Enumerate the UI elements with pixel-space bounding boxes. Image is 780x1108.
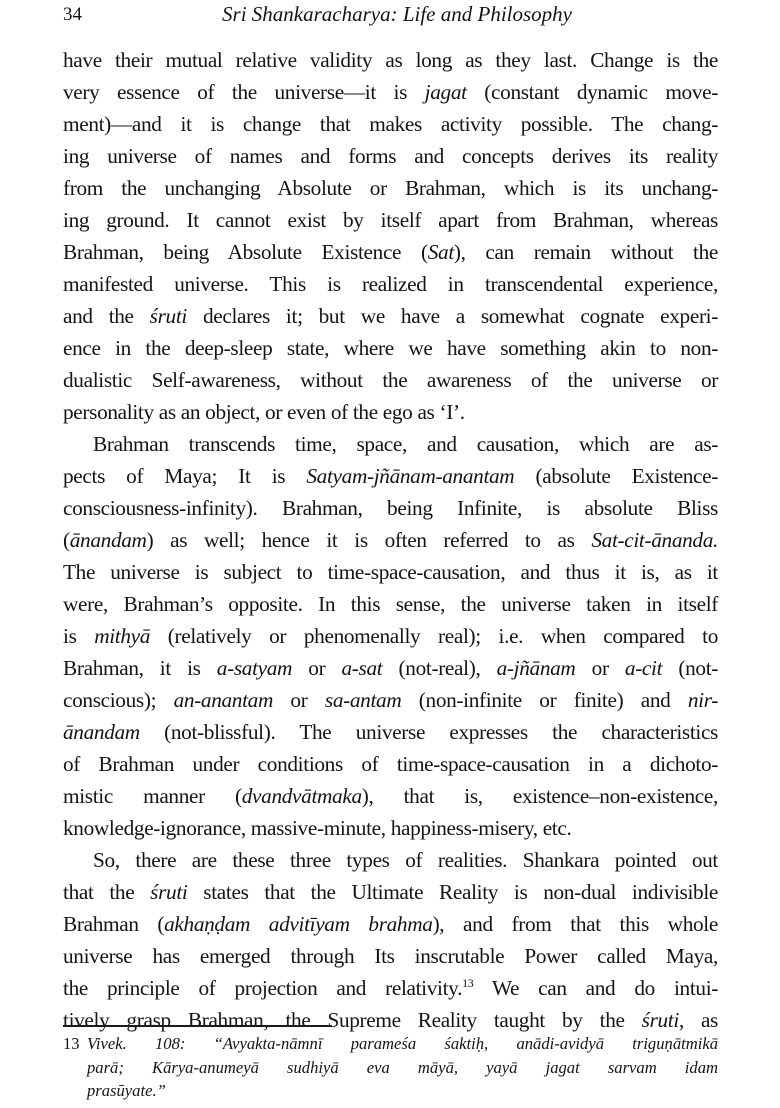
text-line bbox=[63, 268, 718, 300]
text-run: is bbox=[63, 624, 95, 648]
text-line bbox=[63, 524, 718, 556]
text-line bbox=[63, 556, 718, 588]
footnote-line: parā; Kārya-anumeyā sudhiyā eva māyā, yayā jagat sarvam idam bbox=[87, 1057, 718, 1077]
italic-term: mithyā bbox=[94, 624, 151, 648]
text-run: ing ground. It cannot exist by itself apart from Brahman, whereas bbox=[63, 208, 718, 232]
text-run: The universe is subject to time-space-causation, and thus it is, as it bbox=[63, 560, 718, 584]
text-line bbox=[63, 620, 718, 652]
italic-term: śruti bbox=[150, 880, 188, 904]
text-line bbox=[63, 236, 718, 268]
text-line bbox=[63, 652, 718, 684]
text-run: ), and from that this whole bbox=[432, 912, 718, 936]
italic-term: jagat bbox=[424, 80, 467, 104]
text-run: that the bbox=[63, 880, 151, 904]
italic-term: ānandam bbox=[63, 720, 140, 744]
text-run: ing universe of names and forms and concepts derives its reality bbox=[63, 144, 718, 168]
text-run: tively grasp Brahman, the Supreme Reality taught by the bbox=[63, 1008, 642, 1032]
footnote-text: Vivek. 108: “Avyakta-nāmnī parameśa śaktiḥ, anādi-avidyā triguṇātmikā bbox=[87, 1034, 718, 1053]
text-run: ence in the deep-sleep state, where we have something akin to non- bbox=[63, 336, 718, 360]
paragraph-start-line bbox=[63, 428, 718, 460]
text-run: (non-infinite or finite) and bbox=[401, 688, 688, 712]
italic-term: śruti bbox=[641, 1008, 679, 1032]
text-run: conscious); bbox=[63, 688, 174, 712]
italic-term: ānandam bbox=[69, 528, 147, 552]
text-run: knowledge-ignorance, massive-minute, happiness-misery, etc. bbox=[63, 816, 572, 840]
text-line bbox=[63, 908, 718, 940]
text-run: consciousness-infinity). Brahman, being Infinite, is absolute Bliss bbox=[63, 496, 718, 520]
italic-term: a-satyam bbox=[216, 656, 293, 680]
text-line bbox=[63, 364, 718, 396]
text-run: the principle of projection and relativity. bbox=[63, 976, 463, 1000]
text-run: ( bbox=[63, 528, 70, 552]
text-line bbox=[63, 812, 718, 844]
page-header bbox=[0, 0, 780, 36]
italic-term: an-anantam bbox=[173, 688, 274, 712]
text-run: (not- bbox=[662, 656, 719, 680]
italic-term: sa-antam bbox=[324, 688, 402, 712]
text-line bbox=[63, 780, 718, 812]
text-run: (constant dynamic move- bbox=[466, 80, 718, 104]
text-line bbox=[63, 492, 718, 524]
italic-term: a-sat bbox=[341, 656, 383, 680]
text-run: declares it; but we have a somewhat cognate experi- bbox=[186, 304, 718, 328]
text-run: , as bbox=[678, 1008, 718, 1032]
italic-term: nir- bbox=[687, 688, 718, 712]
text-run: ) as well; hence it is often referred to as bbox=[146, 528, 592, 552]
footnote-line bbox=[63, 1032, 718, 1056]
text-run: ), can remain without the bbox=[453, 240, 718, 264]
text-run: Brahman, being Absolute Existence ( bbox=[63, 240, 428, 264]
page-number: 34 bbox=[63, 4, 82, 25]
text-run: have their mutual relative validity as long as they last. Change is the bbox=[63, 48, 718, 72]
text-run: pects of Maya; It is bbox=[63, 464, 307, 488]
text-line bbox=[63, 748, 718, 780]
running-title: Sri Shankaracharya: Life and Philosophy bbox=[222, 2, 572, 26]
italic-term: Sat bbox=[427, 240, 454, 264]
text-run: (relatively or phenomenally real); i.e. when compared to bbox=[150, 624, 718, 648]
text-run: or bbox=[273, 688, 325, 712]
text-line bbox=[63, 172, 718, 204]
text-line bbox=[63, 588, 718, 620]
text-run: (absolute Existence- bbox=[514, 464, 718, 488]
body-text bbox=[63, 44, 718, 1036]
paragraph-start-line bbox=[63, 844, 718, 876]
text-run: were, Brahman’s opposite. In this sense, the universe taken in itself bbox=[63, 592, 718, 616]
text-run: of Brahman under conditions of time-space-causation in a dichoto- bbox=[63, 752, 718, 776]
text-run: We can and do intui- bbox=[473, 976, 718, 1000]
text-run: dualistic Self-awareness, without the awareness of the universe or bbox=[63, 368, 718, 392]
text-run: (not-blissful). The universe expresses the characteristics bbox=[139, 720, 718, 744]
text-run: ), that is, existence–non-existence, bbox=[361, 784, 718, 808]
text-line bbox=[63, 940, 718, 972]
italic-term: śruti bbox=[149, 304, 187, 328]
text-line bbox=[63, 76, 718, 108]
italic-term: Sat-cit-ānanda. bbox=[591, 528, 718, 552]
text-run: manifested universe. This is realized in transcendental experience, bbox=[63, 272, 718, 296]
text-run: (not-real), bbox=[382, 656, 497, 680]
text-run: personality as an object, or even of the ego as ‘I’. bbox=[63, 400, 465, 424]
text-run: very essence of the universe—it is bbox=[63, 80, 425, 104]
text-run: Brahman ( bbox=[63, 912, 165, 936]
footnote-reference[interactable]: 13 bbox=[462, 976, 474, 990]
italic-term: dvandvātmaka bbox=[241, 784, 362, 808]
text-run: or bbox=[292, 656, 342, 680]
text-line bbox=[63, 972, 718, 1004]
text-run: and the bbox=[63, 304, 150, 328]
text-line bbox=[63, 140, 718, 172]
italic-term: Satyam-jñānam-anantam bbox=[306, 464, 515, 488]
text-line bbox=[63, 396, 718, 428]
text-run: So, there are these three types of realities. Shankara pointed out bbox=[93, 848, 718, 872]
footnote bbox=[63, 1032, 718, 1103]
text-run: Brahman transcends time, space, and causation, which are as- bbox=[93, 432, 718, 456]
text-line bbox=[63, 108, 718, 140]
text-line bbox=[63, 684, 718, 716]
text-run: from the unchanging Absolute or Brahman, which is its unchang- bbox=[63, 176, 718, 200]
footnote-number: 13 bbox=[63, 1034, 80, 1053]
footnote-separator bbox=[63, 1025, 332, 1027]
text-run: states that the Ultimate Reality is non-dual indivisible bbox=[187, 880, 718, 904]
text-line bbox=[63, 716, 718, 748]
text-line bbox=[63, 204, 718, 236]
text-run: or bbox=[575, 656, 625, 680]
footnote-line: prasūyate.” bbox=[87, 1081, 166, 1100]
text-line bbox=[63, 332, 718, 364]
text-line bbox=[63, 44, 718, 76]
italic-term: a-cit bbox=[624, 656, 663, 680]
text-line bbox=[63, 300, 718, 332]
italic-term: akhaṇḍam advitīyam brahma bbox=[164, 912, 433, 936]
text-run: mistic manner ( bbox=[63, 784, 242, 808]
text-line bbox=[63, 876, 718, 908]
text-run: Brahman, it is bbox=[63, 656, 217, 680]
italic-term: a-jñānam bbox=[496, 656, 576, 680]
text-run: universe has emerged through Its inscrutable Power called Maya, bbox=[63, 944, 718, 968]
text-line bbox=[63, 460, 718, 492]
text-run: ment)—and it is change that makes activity possible. The chang- bbox=[63, 112, 718, 136]
